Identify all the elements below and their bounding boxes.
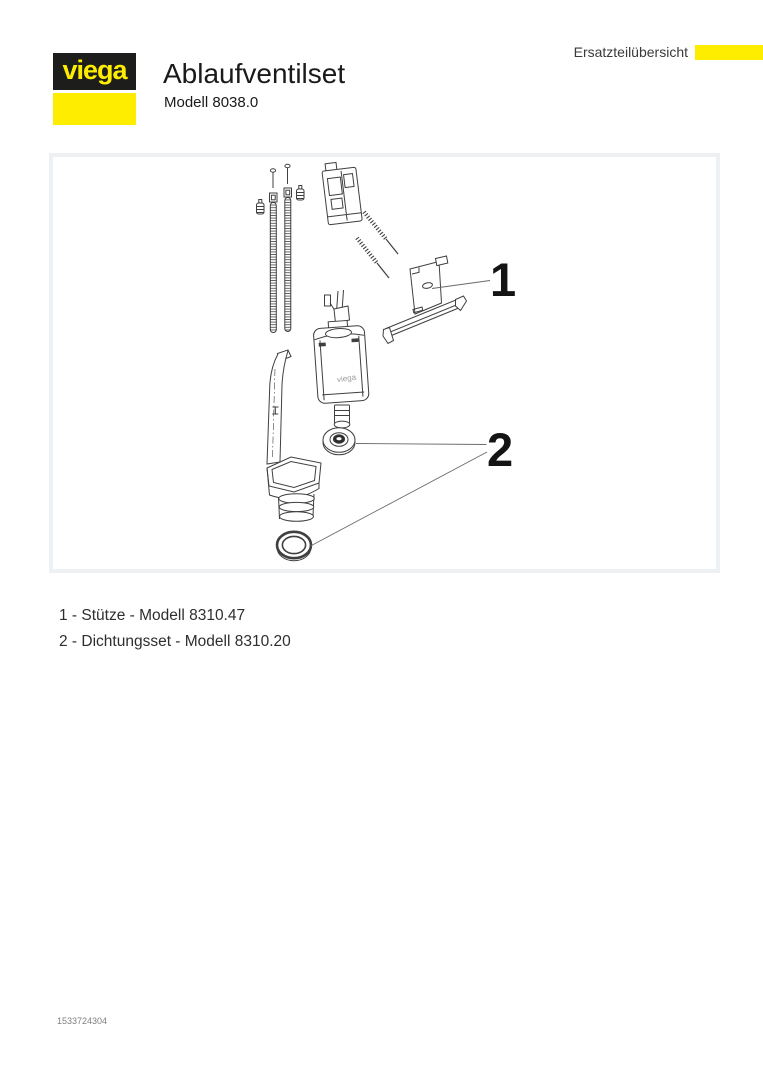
valve-outlet-icon <box>334 405 350 428</box>
viega-logo-yellow-block <box>53 93 136 125</box>
yellow-tag-bar <box>695 45 763 60</box>
model-subtitle: Modell 8038.0 <box>164 94 259 111</box>
callout-number-2: 2 <box>487 423 514 476</box>
viega-logo-text: viega <box>62 54 127 85</box>
parts-list-item-1: 1 - Stütze - Modell 8310.47 <box>59 607 246 624</box>
document-number: 1533724304 <box>57 1016 108 1026</box>
drain-valve-body <box>313 319 370 403</box>
page-title: Ablaufventilset <box>163 58 346 89</box>
wall-anchors-icon <box>257 186 305 215</box>
parts-list-item-2: 2 - Dichtungsset - Modell 8310.20 <box>59 633 291 650</box>
mounting-screws-icon <box>357 212 398 278</box>
float-lever-icon <box>325 290 350 323</box>
washer-seal-part <box>323 428 355 455</box>
base-housing-icon <box>267 457 321 521</box>
viega-logo <box>53 53 136 90</box>
callout-number-1: 1 <box>490 253 517 306</box>
valve-cartridge-top-icon <box>321 160 362 225</box>
parts-list <box>59 603 291 655</box>
screw-pins-icon <box>270 164 290 188</box>
support-bracket-part <box>383 256 467 344</box>
diagram-panel <box>49 153 720 573</box>
threaded-rods-icon <box>270 188 292 333</box>
valve-brand-label: viega <box>336 372 357 385</box>
exploded-diagram <box>53 157 716 569</box>
document-type-label: Ersatzteilübersicht <box>573 44 688 60</box>
overflow-strip-icon <box>267 350 291 464</box>
seal-ring-part <box>277 532 311 561</box>
document-type-tag <box>574 44 763 60</box>
